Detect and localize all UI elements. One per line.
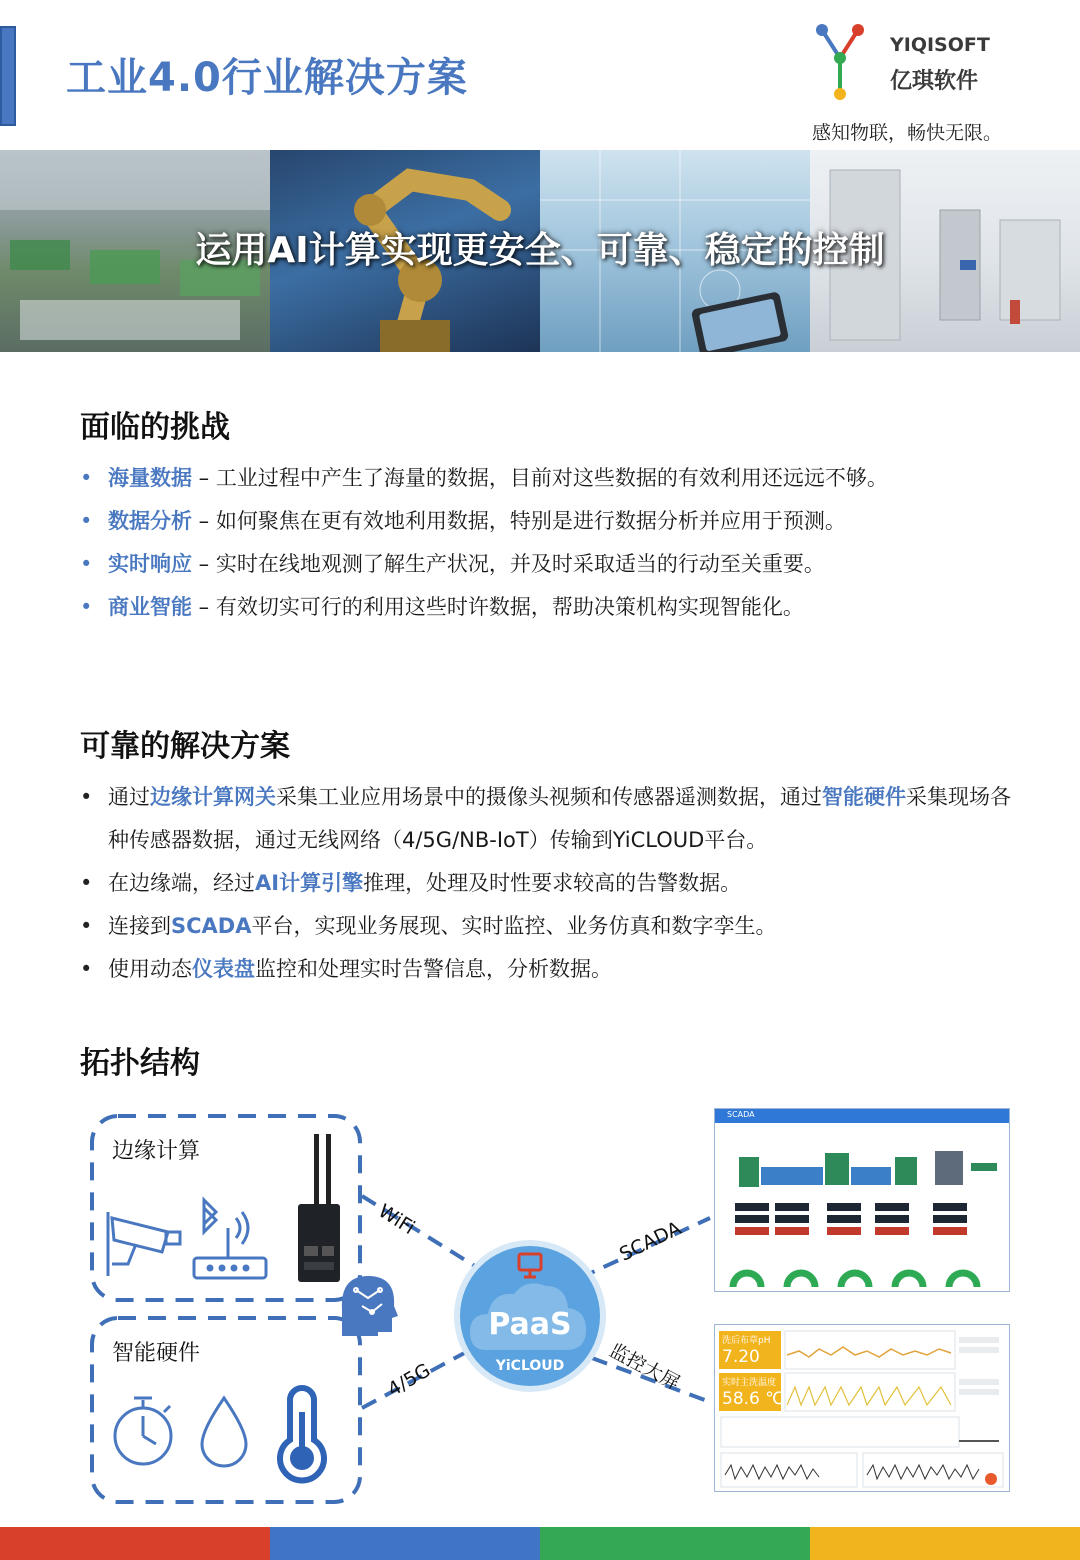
camera-icon [108,1212,180,1276]
stripe-blue [270,1527,540,1560]
monitor-dashboard-screenshot [714,1324,1010,1492]
edge-gateway-icon [298,1134,340,1282]
metric-ph-value: 7.20 [722,1347,760,1367]
solution-list [80,776,1020,991]
thermometer-icon [280,1388,324,1480]
cellular-label: 4/5G [384,1359,435,1402]
challenge-keyword: 商业智能 [108,595,192,619]
list-item [80,586,1020,629]
bullet-icon: • [80,552,93,576]
bullet-icon: • [80,957,93,981]
bullet-icon: • [80,595,93,619]
banner-headline: 运用AI计算实现更安全、可靠、稳定的控制 [195,230,885,271]
solution-keyword: 仪表盘 [192,957,255,981]
company-logo [812,20,1012,104]
challenge-text: – 实时在线地观测了解生产状况，并及时采取适当的行动至关重要。 [192,552,825,576]
edge-computing-label: 边缘计算 [112,1139,201,1164]
metric-temp-label: 实时主洗温度 [722,1378,777,1388]
challenge-keyword: 数据分析 [108,509,192,533]
challenge-text: – 工业过程中产生了海量的数据，目前对这些数据的有效利用还远远不够。 [192,466,888,490]
logo-mark-icon [812,20,872,104]
slogan: 感知物联，畅快无限。 [812,122,1003,144]
hero-banner [0,150,1080,352]
metric-temp-value: 58.6 ℃ [722,1389,785,1409]
bullet-icon: • [80,914,93,938]
list-item: • 使用动态仪表盘监控和处理实时告警信息，分析数据。 [80,948,1020,991]
list-item: • 在边缘端，经过AI计算引擎推理，处理及时性要求较高的告警数据。 [80,862,1020,905]
list-item [80,543,1020,586]
solution-keyword: 智能硬件 [822,785,906,809]
list-item [80,457,1020,500]
stripe-yellow [810,1527,1080,1560]
wifi-label: WiFi [374,1200,419,1240]
solution-heading: 可靠的解决方案 [80,729,290,764]
list-item [80,500,1020,543]
ai-brain-icon [342,1276,398,1336]
page-title: 工业4.0行业解决方案 [66,55,468,101]
scada-screenshot [714,1108,1010,1292]
scada-link-label: SCADA [616,1217,685,1266]
logo-text-cn: 亿琪软件 [890,69,979,94]
monitor-link-label: 监控大屏 [605,1339,684,1395]
router-bluetooth-icon [194,1200,266,1278]
bullet-icon: • [80,466,93,490]
bullet-icon: • [80,509,93,533]
solution-keyword: 边缘计算网关 [150,785,276,809]
challenge-keyword: 实时响应 [108,552,192,576]
stripe-red [0,1527,270,1560]
wifi-link [362,1196,478,1268]
paas-label: PaaS [488,1307,572,1342]
challenges-list [80,457,1020,629]
stopwatch-icon [115,1398,171,1464]
challenges-heading: 面临的挑战 [80,410,230,445]
bullet-icon: • [80,871,93,895]
scada-titlebar [715,1109,1009,1123]
bottom-color-stripe [0,1527,1080,1560]
topology-heading: 拓扑结构 [80,1046,200,1081]
list-item: • 通过边缘计算网关采集工业应用场景中的摄像头视频和传感器遥测数据，通过智能硬件采集现场各种传感器数据，通过无线网络（4/5G/NB-IoT）传输到YiCLOUD平台。 [80,776,1020,862]
scada-title: SCADA [727,1110,755,1119]
challenge-text: – 如何聚焦在更有效地利用数据，特别是进行数据分析并应用于预测。 [192,509,846,533]
solution-keyword: AI计算引擎 [255,871,364,895]
title-accent-bar [0,26,16,126]
challenge-text: – 有效切实可行的利用这些时许数据，帮助决策机构实现智能化。 [192,595,804,619]
list-item: • 连接到SCADA平台，实现业务展现、实时监控、业务仿真和数字孪生。 [80,905,1020,948]
yicloud-label: YiCLOUD [495,1358,565,1374]
metric-ph-label: 洗后布草pH [722,1336,771,1346]
bullet-icon: • [80,785,93,809]
logo-text-en: YIQISOFT [890,34,990,56]
challenge-keyword: 海量数据 [108,466,192,490]
smart-hardware-label: 智能硬件 [112,1341,201,1366]
topology-diagram [0,1100,1080,1520]
solution-keyword: SCADA [171,914,252,938]
stripe-green [540,1527,810,1560]
water-drop-icon [202,1398,246,1466]
